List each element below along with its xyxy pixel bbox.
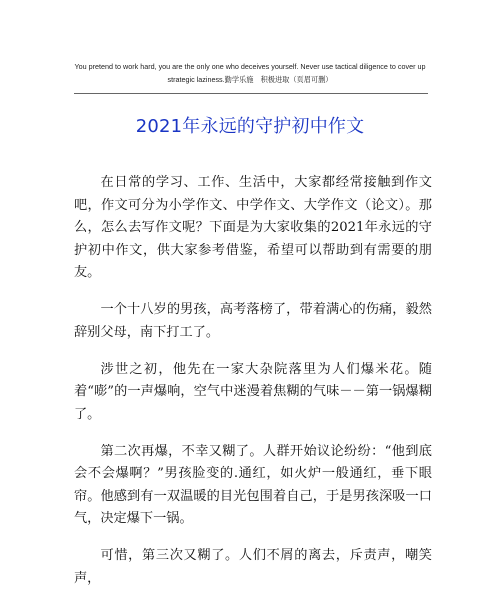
header-divider (74, 93, 428, 94)
document-title: 2021年永远的守护初中作文 (135, 116, 365, 137)
header-line-2: strategic laziness.勤学乐施 积极进取（页眉可删） (167, 75, 333, 84)
document-body (74, 172, 432, 605)
header-line-1: You pretend to work hard, you are the only one who deceives yourself. Never use tactical diligence to cover up (74, 62, 426, 71)
paragraph: 第二次再爆，不幸又糊了。人群开始议论纷纷：“他到底会不会爆啊？”男孩脸变的.通红，如火炉一般通红，垂下眼帘。他感到有一双温暖的目光包围着自己，于是男孩深吸一口气，决定爆下一锅。 (74, 443, 432, 526)
paragraph: 在日常的学习、工作、生活中，大家都经常接触到作文吧，作文可分为小学作文、中学作文、大学作文（论文）。那么，怎么去写作文呢？下面是为大家收集的2021年永远的守护初中作文，供大家参考借鉴，希望可以帮助到有需要的朋友。 (74, 175, 432, 280)
paragraph: 涉世之初，他先在一家大杂院落里为人们爆米花。随着“嘭”的一声爆响，空气中迷漫着焦糊的气味－－第一锅爆糊了。 (74, 361, 432, 422)
page-header (62, 60, 438, 86)
paragraph: 可惜，第三次又糊了。人们不屑的离去，斥责声，嘲笑声， (74, 548, 432, 586)
paragraph: 一个十八岁的男孩，高考落榜了，带着满心的伤痛，毅然辞别父母，南下打工了。 (74, 302, 432, 340)
